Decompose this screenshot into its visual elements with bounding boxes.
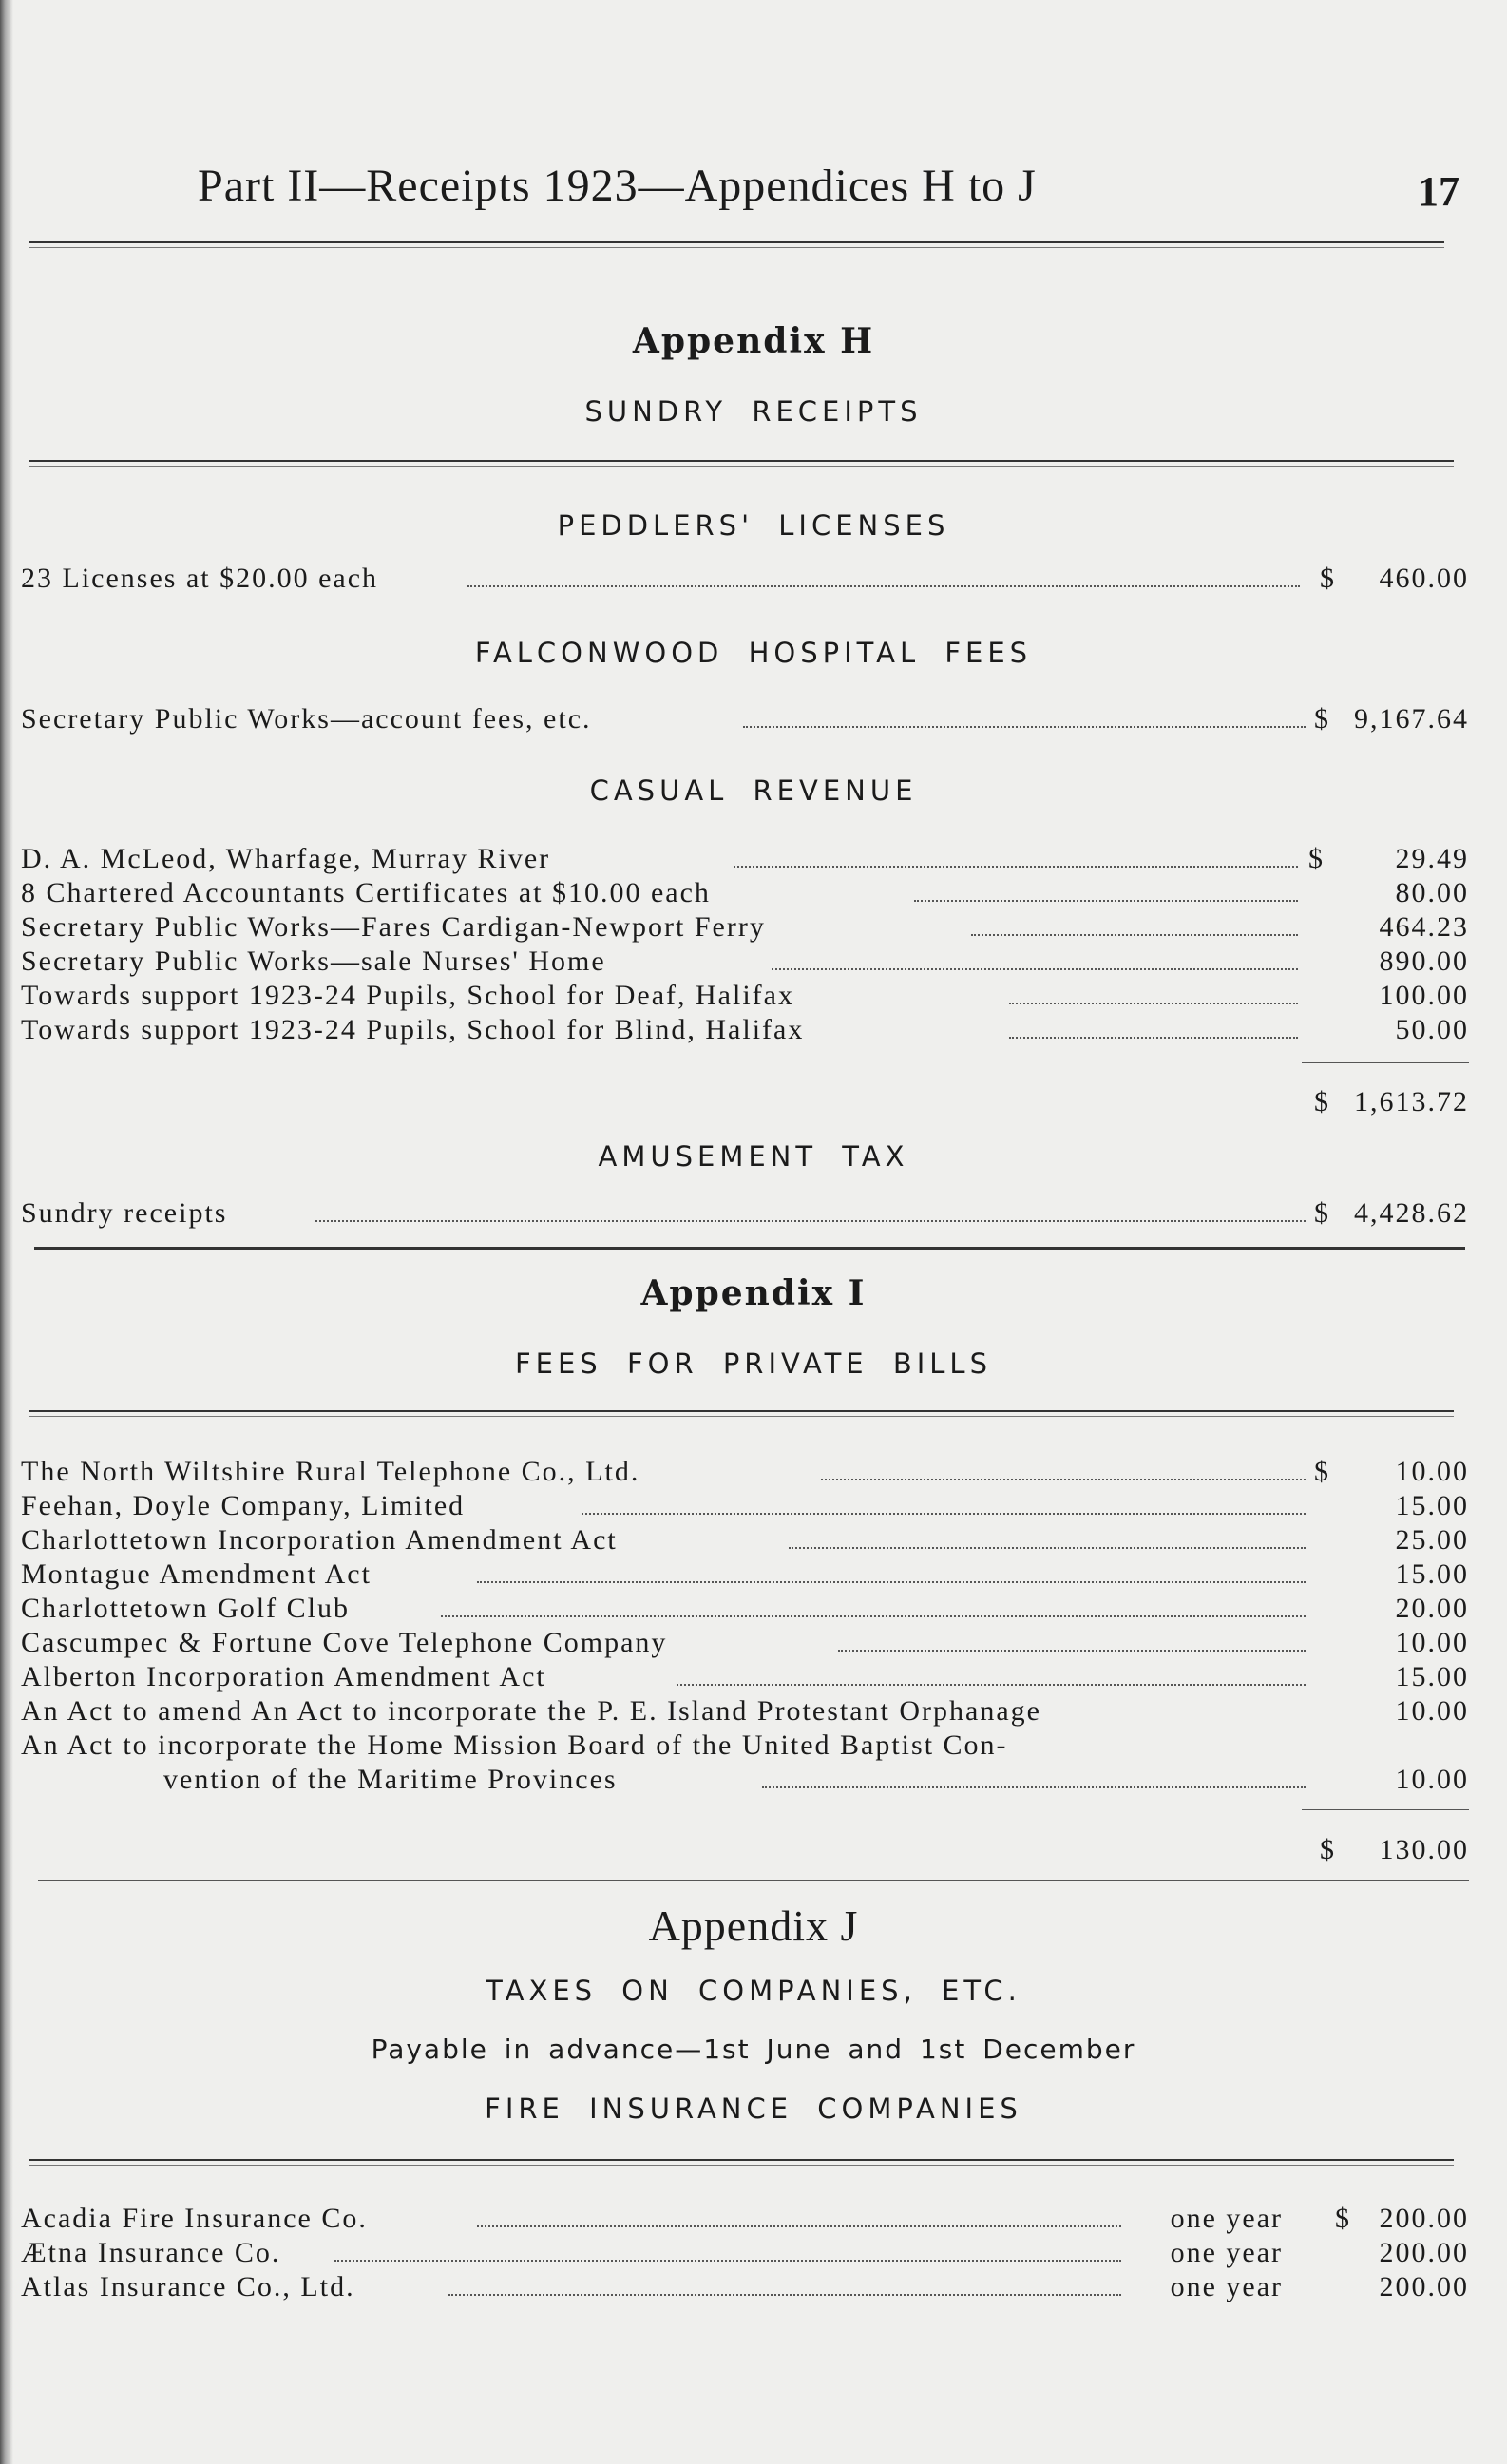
subtotal-rule (1302, 1062, 1469, 1063)
row-description: Secretary Public Works—sale Nurses' Home (21, 945, 606, 977)
row-dollar-sign: $ (1308, 843, 1325, 874)
leader-dots (677, 1684, 1306, 1686)
leader-dots (743, 726, 1306, 728)
ledger-row (21, 945, 1469, 982)
row-description: An Act to amend An Act to incorporate the P. E. Island Protestant Orphanage (21, 1695, 1041, 1727)
row-amount: 200.00 (1379, 2271, 1469, 2302)
row-description: Atlas Insurance Co., Ltd. (21, 2271, 355, 2302)
row-description: vention of the Maritime Provinces (163, 1764, 618, 1795)
ledger-row (21, 911, 1469, 947)
ledger-row (21, 2271, 1469, 2307)
ledger-row (21, 1558, 1469, 1595)
row-amount: 9,167.64 (1354, 703, 1469, 735)
casual-revenue-total (21, 1086, 1469, 1122)
ledger-row (21, 563, 1469, 599)
row-description: Charlottetown Incorporation Amendment Act (21, 1524, 618, 1556)
row-amount: 50.00 (1395, 1014, 1469, 1045)
appendix-h-rule (29, 460, 1454, 467)
leader-dots (821, 1479, 1306, 1480)
row-description: An Act to incorporate the Home Mission Board of the United Baptist Con- (21, 1729, 1008, 1761)
leader-dots (762, 1786, 1306, 1788)
row-dollar-sign: $ (1314, 1456, 1330, 1487)
amusement-tax-heading: AMUSEMENT TAX (598, 1140, 909, 1173)
private-bills-total (21, 1834, 1469, 1870)
running-title: Part II—Receipts 1923—Appendices H to J (198, 161, 1037, 211)
leader-dots (734, 866, 1298, 868)
ledger-row (21, 1729, 1469, 1766)
leader-dots (838, 1650, 1306, 1652)
appendix-h-title: Appendix H (632, 321, 875, 361)
row-description: Feehan, Doyle Company, Limited (21, 1490, 466, 1521)
row-amount: 29.49 (1395, 843, 1469, 874)
row-amount: 10.00 (1395, 1627, 1469, 1658)
row-description: 8 Chartered Accountants Certificates at $10.00 each (21, 877, 711, 908)
subtotal-rule (1302, 1809, 1469, 1810)
row-amount: 200.00 (1379, 2237, 1469, 2268)
row-amount: 200.00 (1379, 2203, 1469, 2234)
appendix-i-subtitle: FEES FOR PRIVATE BILLS (514, 1347, 992, 1380)
ledger-row (21, 703, 1469, 739)
header-rule (29, 241, 1444, 248)
ledger-row (21, 1197, 1469, 1233)
leader-dots (477, 1581, 1306, 1583)
leader-dots (467, 585, 1300, 587)
row-amount: 460.00 (1379, 563, 1469, 594)
ledger-row (21, 1593, 1469, 1629)
total-amount: 130.00 (1379, 1834, 1469, 1865)
leader-dots (772, 968, 1298, 970)
appendix-i-end-rule (38, 1880, 1469, 1881)
leader-dots (441, 1615, 1306, 1617)
row-amount: 20.00 (1395, 1593, 1469, 1624)
appendix-i-rule (29, 1410, 1454, 1417)
row-amount: 890.00 (1379, 945, 1469, 977)
row-description: Acadia Fire Insurance Co. (21, 2203, 368, 2234)
ledger-row (21, 877, 1469, 913)
row-description: Alberton Incorporation Amendment Act (21, 1661, 546, 1692)
row-term: one year (1170, 2271, 1283, 2302)
row-dollar-sign: $ (1314, 703, 1330, 735)
ledger-row (21, 1456, 1469, 1492)
casual-revenue-heading: CASUAL REVENUE (589, 774, 918, 807)
appendix-i-title: Appendix I (640, 1273, 867, 1313)
row-description: Towards support 1923-24 Pupils, School for Deaf, Halifax (21, 980, 794, 1011)
appendix-j-rule (29, 2159, 1454, 2166)
row-dollar-sign: $ (1320, 563, 1336, 594)
ledger-row (21, 1661, 1469, 1697)
total-dollar-sign: $ (1320, 1834, 1336, 1865)
falconwood-heading: FALCONWOOD HOSPITAL FEES (474, 637, 1033, 669)
row-amount: 80.00 (1395, 877, 1469, 908)
ledger-row (21, 980, 1469, 1016)
leader-dots (477, 2225, 1121, 2227)
row-amount: 15.00 (1395, 1558, 1469, 1590)
page-number: 17 (1418, 168, 1459, 215)
row-description: Towards support 1923-24 Pupils, School for Blind, Halifax (21, 1014, 805, 1045)
row-description: Ætna Insurance Co. (21, 2237, 281, 2268)
ledger-row (21, 843, 1469, 879)
row-term: one year (1170, 2237, 1283, 2268)
row-description: 23 Licenses at $20.00 each (21, 563, 379, 594)
leader-dots (1009, 1003, 1298, 1004)
row-amount: 464.23 (1379, 911, 1469, 943)
leader-dots (334, 2260, 1121, 2262)
row-amount: 4,428.62 (1354, 1197, 1469, 1229)
row-description: Secretary Public Works—Fares Cardigan-Newport Ferry (21, 911, 766, 943)
row-amount: 10.00 (1395, 1695, 1469, 1727)
appendix-j-title: Appendix J (648, 1901, 859, 1950)
total-dollar-sign: $ (1314, 1086, 1330, 1117)
appendix-h-subtitle: SUNDRY RECEIPTS (584, 395, 923, 428)
ledger-row (21, 1764, 1469, 1800)
row-amount: 15.00 (1395, 1661, 1469, 1692)
fire-insurance-heading: FIRE INSURANCE COMPANIES (485, 2092, 1022, 2125)
row-description: Cascumpec & Fortune Cove Telephone Company (21, 1627, 668, 1658)
row-description: Montague Amendment Act (21, 1558, 372, 1590)
ledger-row (21, 1695, 1469, 1731)
peddlers-heading: PEDDLERS' LICENSES (557, 509, 950, 542)
row-description: Charlottetown Golf Club (21, 1593, 350, 1624)
row-amount: 10.00 (1395, 1764, 1469, 1795)
leader-dots (1009, 1037, 1298, 1039)
row-description: Sundry receipts (21, 1197, 228, 1229)
appendix-h-end-rule (34, 1247, 1465, 1250)
appendix-j-subtitle: TAXES ON COMPANIES, ETC. (486, 1975, 1021, 2007)
ledger-row (21, 2203, 1469, 2239)
ledger-row (21, 1524, 1469, 1560)
row-amount: 25.00 (1395, 1524, 1469, 1556)
leader-dots (789, 1547, 1306, 1549)
row-description: Secretary Public Works—account fees, etc. (21, 703, 592, 735)
row-dollar-sign: $ (1335, 2203, 1351, 2234)
leader-dots (315, 1220, 1306, 1222)
row-description: The North Wiltshire Rural Telephone Co., Ltd. (21, 1456, 640, 1487)
row-amount: 15.00 (1395, 1490, 1469, 1521)
leader-dots (448, 2294, 1121, 2296)
ledger-row (21, 1627, 1469, 1663)
ledger-row (21, 1014, 1469, 1050)
total-amount: 1,613.72 (1354, 1086, 1469, 1117)
ledger-row (21, 2237, 1469, 2273)
row-term: one year (1170, 2203, 1283, 2234)
row-dollar-sign: $ (1314, 1197, 1330, 1229)
ledger-row (21, 1490, 1469, 1526)
payment-note: Payable in advance—1st June and 1st December (371, 2034, 1136, 2065)
row-amount: 10.00 (1395, 1456, 1469, 1487)
leader-dots (971, 934, 1298, 936)
row-amount: 100.00 (1379, 980, 1469, 1011)
row-description: D. A. McLeod, Wharfage, Murray River (21, 843, 551, 874)
leader-dots (582, 1513, 1306, 1515)
leader-dots (914, 900, 1298, 902)
